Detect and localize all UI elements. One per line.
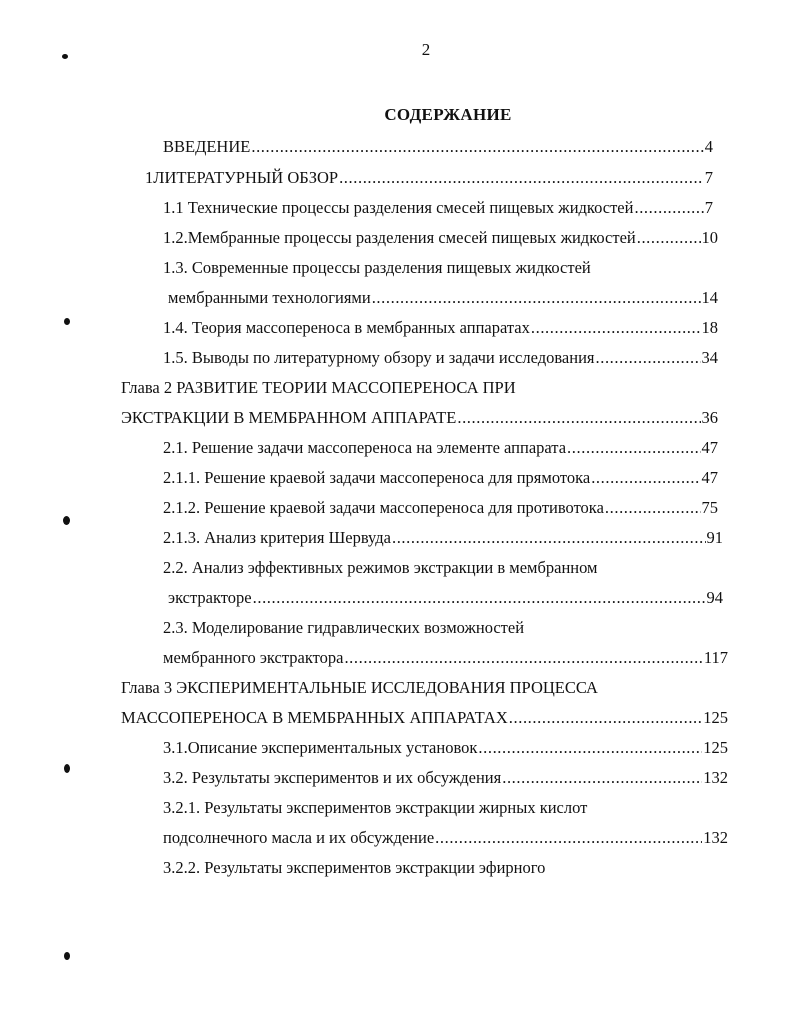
toc-entry bbox=[163, 316, 718, 340]
toc-entry-introduction bbox=[163, 135, 713, 159]
toc-entry-title: мембранными технологиями bbox=[168, 288, 371, 307]
toc-entry-number: 1 bbox=[145, 168, 154, 187]
dot-leader bbox=[502, 766, 702, 790]
dot-leader bbox=[435, 826, 702, 850]
dot-leader bbox=[339, 166, 704, 190]
toc-entry bbox=[163, 616, 723, 640]
toc-entry-title: 3.1.Описание экспериментальных установок bbox=[163, 738, 478, 757]
dot-leader bbox=[372, 286, 701, 310]
toc-entry-title: Глава 3 ЭКСПЕРИМЕНТАЛЬНЫЕ ИССЛЕДОВАНИЯ ПРОЦЕССА bbox=[121, 678, 598, 697]
toc-entry bbox=[163, 766, 728, 790]
toc-entry-literature-review bbox=[145, 166, 713, 190]
scan-speck bbox=[64, 952, 70, 960]
toc-entry-page: 75 bbox=[701, 498, 718, 517]
toc-entry bbox=[163, 196, 713, 220]
toc-chapter-2 bbox=[121, 406, 718, 430]
dot-leader bbox=[596, 346, 701, 370]
scan-speck bbox=[62, 54, 68, 59]
toc-entry-page: 4 bbox=[704, 137, 713, 156]
dot-leader bbox=[251, 135, 703, 159]
toc-entry-title: ЛИТЕРАТУРНЫЙ ОБЗОР bbox=[153, 168, 339, 187]
toc-entry-title: 1.1 Технические процессы разделения смесей пищевых жидкостей bbox=[163, 198, 634, 217]
toc-chapter-2 bbox=[121, 376, 718, 400]
toc-entry-title: 3.2.1. Результаты экспериментов экстракции жирных кислот bbox=[163, 798, 588, 817]
dot-leader bbox=[509, 706, 702, 730]
dot-leader bbox=[605, 496, 701, 520]
scan-speck bbox=[63, 516, 70, 525]
toc-entry-title: МАССОПЕРЕНОСА В МЕМБРАННЫХ АППАРАТАХ bbox=[121, 708, 508, 727]
toc-entry-title: 2.2. Анализ эффективных режимов экстракции в мембранном bbox=[163, 558, 598, 577]
toc-entry-title: мембранного экстрактора bbox=[163, 648, 344, 667]
toc-entry bbox=[168, 586, 723, 610]
toc-entry-title: Глава 2 РАЗВИТИЕ ТЕОРИИ МАССОПЕРЕНОСА ПРИ bbox=[121, 378, 516, 397]
toc-entry bbox=[163, 496, 718, 520]
dot-leader bbox=[344, 646, 702, 670]
toc-entry-title: 1.4. Теория массопереноса в мембранных аппаратах bbox=[163, 318, 530, 337]
toc-entry bbox=[163, 856, 728, 880]
page-number: 2 bbox=[421, 40, 431, 59]
scan-speck bbox=[64, 764, 70, 773]
toc-entry-page: 91 bbox=[706, 528, 723, 547]
toc-entry-title: 1.5. Выводы по литературному обзору и задачи исследования bbox=[163, 348, 595, 367]
toc-entry bbox=[163, 346, 718, 370]
toc-entry-page: 34 bbox=[701, 348, 718, 367]
toc-entry-page: 47 bbox=[701, 438, 718, 457]
toc-entry-title: экстракторе bbox=[168, 588, 252, 607]
toc-entry-page: 7 bbox=[704, 198, 713, 217]
toc-entry bbox=[163, 556, 718, 580]
dot-leader bbox=[567, 436, 700, 460]
dot-leader bbox=[634, 196, 703, 220]
toc-entry-title: 3.2.2. Результаты экспериментов экстракции эфирного bbox=[163, 858, 546, 877]
toc-heading: СОДЕРЖАНИЕ bbox=[384, 105, 512, 124]
dot-leader bbox=[253, 586, 706, 610]
toc-entry-page: 47 bbox=[701, 468, 718, 487]
toc-entry bbox=[163, 826, 728, 850]
toc-entry bbox=[163, 646, 728, 670]
toc-entry bbox=[163, 436, 718, 460]
dot-leader bbox=[457, 406, 700, 430]
toc-entry-page: 117 bbox=[703, 648, 728, 667]
dot-leader bbox=[591, 466, 700, 490]
dot-leader bbox=[637, 226, 701, 250]
toc-chapter-3 bbox=[121, 706, 728, 730]
toc-entry-page: 36 bbox=[701, 408, 718, 427]
toc-entry-title: 1.2.Мембранные процессы разделения смесей пищевых жидкостей bbox=[163, 228, 636, 247]
toc-entry-title: 2.1.1. Решение краевой задачи массопереноса для прямотока bbox=[163, 468, 591, 487]
toc-entry-page: 10 bbox=[701, 228, 718, 247]
toc-entry-title: 1.3. Современные процессы разделения пищевых жидкостей bbox=[163, 258, 591, 277]
toc-entry-page: 132 bbox=[703, 828, 728, 847]
dot-leader bbox=[392, 526, 706, 550]
toc-entry-page: 7 bbox=[704, 168, 713, 187]
toc-entry-page: 18 bbox=[701, 318, 718, 337]
toc-entry-title: 3.2. Результаты экспериментов и их обсуждения bbox=[163, 768, 502, 787]
toc-entry-title: 2.1. Решение задачи массопереноса на элементе аппарата bbox=[163, 438, 567, 457]
toc-entry-title: 2.1.3. Анализ критерия Шервуда bbox=[163, 528, 391, 547]
dot-leader bbox=[478, 736, 702, 760]
toc-entry-page: 14 bbox=[701, 288, 718, 307]
toc-entry-title: ЭКСТРАКЦИИ В МЕМБРАННОМ АППАРАТЕ bbox=[121, 408, 457, 427]
toc-entry-page: 125 bbox=[703, 738, 728, 757]
toc-entry-page: 132 bbox=[703, 768, 728, 787]
toc-entry-page: 125 bbox=[703, 708, 728, 727]
toc-entry bbox=[163, 466, 718, 490]
toc-entry bbox=[163, 226, 718, 250]
toc-entry-title: 2.3. Моделирование гидравлических возможностей bbox=[163, 618, 525, 637]
toc-entry bbox=[163, 526, 723, 550]
toc-entry bbox=[163, 796, 728, 820]
toc-entry bbox=[163, 736, 728, 760]
toc-entry-title: 2.1.2. Решение краевой задачи массопереноса для противотока bbox=[163, 498, 604, 517]
toc-chapter-3 bbox=[121, 676, 728, 700]
dot-leader bbox=[531, 316, 701, 340]
toc-entry-title: ВВЕДЕНИЕ bbox=[163, 137, 251, 156]
toc-entry-page: 94 bbox=[706, 588, 723, 607]
toc-entry bbox=[168, 286, 718, 310]
toc-entry bbox=[163, 256, 718, 280]
toc-entry-title: подсолнечного масла и их обсуждение bbox=[163, 828, 435, 847]
scan-speck bbox=[64, 318, 70, 325]
